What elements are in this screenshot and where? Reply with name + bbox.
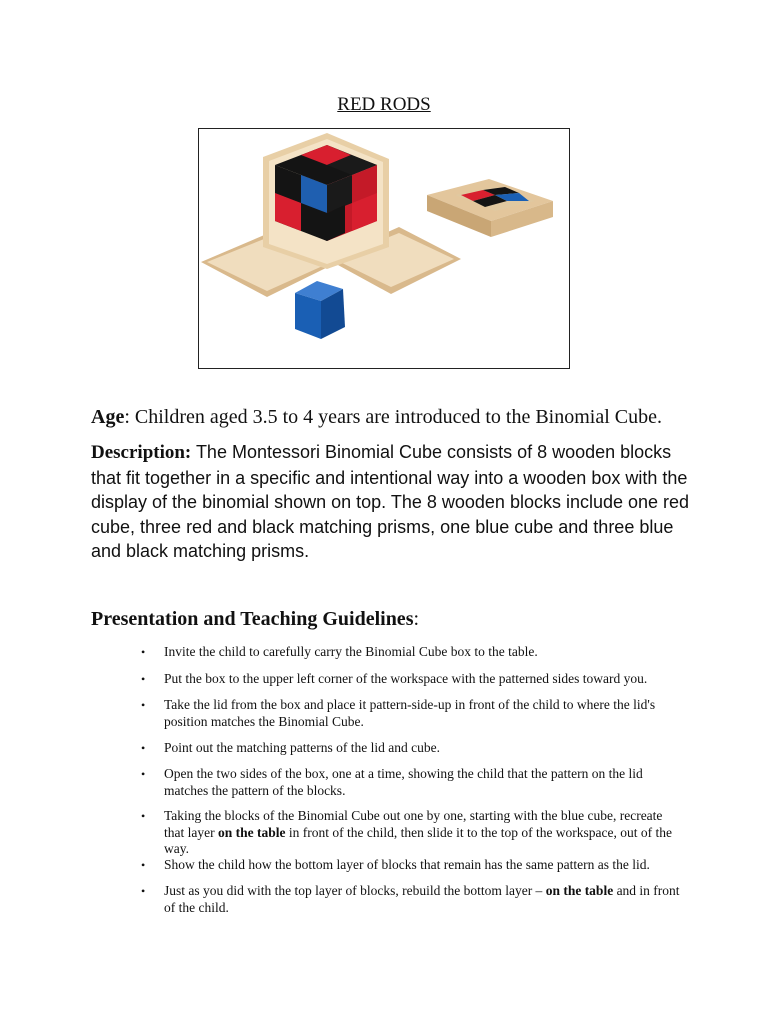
guidelines-heading xyxy=(91,608,419,631)
document-title: RED RODS xyxy=(337,94,431,115)
guidelines-heading-colon: : xyxy=(413,608,420,630)
age-label: Age xyxy=(91,406,125,428)
list-item: • Point out the matching patterns of the lid and cube. xyxy=(164,740,684,757)
guidelines-heading-text: Presentation and Teaching Guidelines xyxy=(91,608,414,630)
binomial-cube-illustration xyxy=(199,129,571,370)
description-text: The Montessori Binomial Cube consists of 8 wooden blocks that fit together in a specific and intentional way into a wooden box with the display of the binomial shown on top. The 8 wooden blocks include one red cube, three red and black matching prisms, one blue cube and three blue and black matching prisms. xyxy=(91,442,690,561)
age-text: : Children aged 3.5 to 4 years are introduced to the Binomial Cube. xyxy=(124,406,662,428)
list-item: • Take the lid from the box and place it pattern-side-up in front of the child to where the lid's position matches the Binomial Cube. xyxy=(164,697,684,730)
list-item: • Show the child how the bottom layer of blocks that remain has the same pattern as the lid. xyxy=(164,857,684,874)
list-item: • Put the box to the upper left corner of the workspace with the patterned sides toward you. xyxy=(164,671,684,688)
list-item: • Invite the child to carefully carry the Binomial Cube box to the table. xyxy=(164,644,684,661)
description-paragraph xyxy=(91,440,691,564)
binomial-cube-image xyxy=(198,128,570,369)
age-paragraph xyxy=(91,404,711,430)
list-item: • Taking the blocks of the Binomial Cube out one by one, starting with the blue cube, recreate that layer on the table in front of the child, then slide it to the top of the workspace, out of the way. xyxy=(164,808,684,858)
list-item: • Open the two sides of the box, one at a time, showing the child that the pattern on the lid matches the pattern of the blocks. xyxy=(164,766,684,799)
list-item: • Just as you did with the top layer of blocks, rebuild the bottom layer – on the table and in front of the child. xyxy=(164,883,684,916)
description-label: Description: xyxy=(91,442,192,463)
